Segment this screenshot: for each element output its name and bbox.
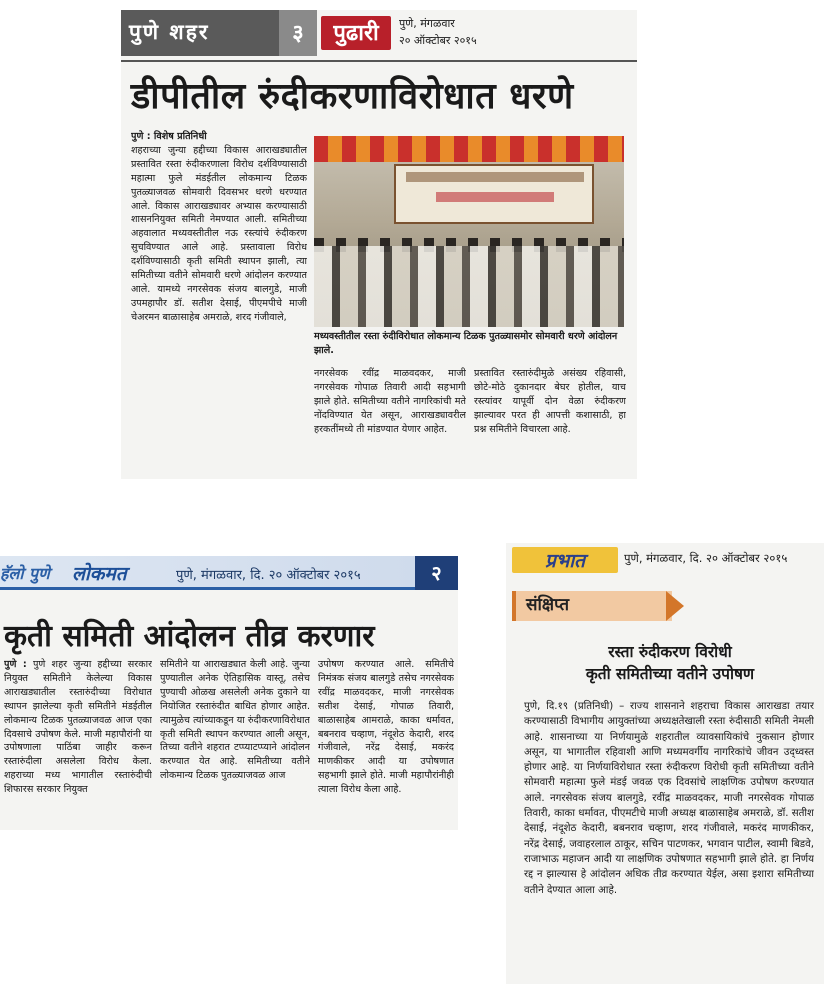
pudhari-section-title: पुणे शहर: [129, 20, 210, 44]
lokmat-clipping: [0, 556, 458, 830]
prabhat-body: पुणे, दि.१९ (प्रतिनिधी) – राज्य शासनाने शहराचा विकास आराखडा तयार करण्यासाठी विभागीय आयुक्तांच्या अध्यक्षतेखाली रस्ता रुंदीसाठी समिती नेमली आहे. शासनाच्या या निर्णयामुळे शहरातील व्यावसायिकांचे नुकसान होणार असून, या भागातील रहिवाशी आणि मध्यमवर्गीय नागरिकांचे जीवन उद्ध्वस्त होणार आहे. या निर्णयाविरोधात रस्ता रुंदीकरण विरोधी कृती समितीच्या वतीने सोमवारी महात्मा फुले मंडई जवळ एक दिवसांचे लाक्षणिक उपोषण करण्यात आले. नगरसेवक संजय बालगुडे, रवींद्र माळवदकर, माजी नगरसेवक गोपाळ तिवारी, काका धर्मावत, पीएमटीचे माजी अध्यक्ष बाळासाहेब अमराळे, डॉ. सतीश देसाई, नंदूशेठ केदारी, बबनराव चव्हाण, शरद गंजीवाले, मकरंद माणकीकर, नरेंद्र देसाई, जवाहरलाल ठाकूर, सचिन पाटणकर, भगवान पाटील, स्वामी बिडवे, राजाभाऊ महाजन आदी या लाक्षणिक उपोषणात सहभागी झाले होते. हा निर्णय रद्द न झाल्यास हे आंदोलन अधिक तीव्र करण्यात येईल, असा इशारा समितीच्या वतीने देण्यात आला आहे.: [524, 701, 814, 896]
prabhat-section-band: [512, 591, 672, 621]
lokmat-column-3: उपोषण करण्यात आले. समितीचे निमंत्रक संजय बालगुडे तसेच नगरसेवक रवींद्र माळवदकर, माजी नगरसेवक सतीश देसाई, गोपाळ तिवारी, बाळासाहेब आमराळे, काका धर्मावत, बबनराव चव्हाण, नंदूशेठ केदारी, शरद गंजीवाले, नरेंद्र देसाई, मकरंद माणकीकर आदी या उपोषणात सहभागी झाले होते. माजी महापौरांनीही त्याला विरोध केला आहे.: [318, 659, 454, 796]
lokmat-column-1: [4, 658, 152, 828]
pudhari-column-1: [131, 130, 307, 475]
lokmat-page-number: २: [415, 556, 458, 590]
protest-banner: [394, 164, 594, 224]
pudhari-column-2: नगरसेवक रवींद्र माळवदकर, माजी नगरसेवक गोपाळ तिवारी आदी सहभागी झाले होते. समितीच्या वतीने नागरिकांची मते नोंदविण्यात येत असून, आराखड्यावरील हरकतींमध्ये ती मांडण्यात येणार आहेत.: [314, 368, 466, 435]
prabhat-section-label: संक्षिप्त: [526, 595, 570, 615]
prabhat-clipping: [506, 543, 824, 984]
photo-caption: मध्यवस्तीतील रस्ता रुंदीविरोधात लोकमान्य टिळक पुतळ्यासमोर सोमवारी धरणे आंदोलन झाले.: [314, 331, 618, 357]
pudhari-dateline-date: २० ऑक्टोबर २०१५: [399, 33, 477, 47]
prabhat-headline-line-1: रस्ता रुंदीकरण विरोधी: [608, 643, 732, 661]
prabhat-headline-line-2: कृती समितीच्या वतीने उपोषण: [585, 665, 755, 684]
prabhat-logo: प्रभात: [512, 547, 618, 573]
lokmat-header-band: [0, 556, 415, 590]
pudhari-dateline: [399, 16, 477, 49]
pudhari-divider: [121, 60, 637, 62]
pudhari-logo: पुढारी: [321, 16, 391, 50]
prabhat-dateline: पुणे, मंगळवार, दि. २० ऑक्टोबर २०१५: [624, 551, 788, 565]
protest-crowd: [314, 246, 624, 327]
lokmat-logo: लोकमत: [72, 563, 127, 585]
pudhari-page-number: ३: [279, 10, 317, 56]
lokmat-headline: कृती समिती आंदोलन तीव्र करणार: [4, 619, 375, 654]
lokmat-column-1-text: पुणे शहर जुन्या हद्दीच्या सरकार नियुक्त समितीने केलेल्या विकास आराखड्यातील रस्तारुंदीच्या विरोधात स्थापन झालेल्या कृती समितीने मंडईतील लोकमान्य टिळक पुतळ्याजवळ आज एका दिवसाचे उपोषण केले. माजी महापौरांनी या उपोषणाला पाठिंबा जाहीर करून रस्तारुंदीला असलेला विरोध केला. शहराच्या मध्य भागातील रस्तारुंदीची शिफारस सरकार नियुक्त: [4, 659, 152, 796]
pudhari-dateline-city: पुणे, मंगळवार: [399, 17, 455, 30]
lokmat-column-2: समितीने या आराखड्यात केली आहे. जुन्या पुण्यातील अनेक ऐतिहासिक वास्तू, तसेच पुण्याची ओळख असलेली अनेक दुकाने या नियोजित रस्तारुंदीत बाधित होणार आहेत. त्यामुळेच त्यांच्याकडून या रुंदीकरणाविरोधात कृती समिती स्थापन करण्यात आली असून, तिच्या वतीने शहरात टप्प्याटप्प्याने आंदोलन करण्यात येत आहे. समितीच्या वतीने लोकमान्य टिळक पुतळ्याजवळ आज: [160, 659, 310, 782]
pudhari-headline: डीपीतील रुंदीकरणाविरोधात धरणे: [131, 76, 574, 117]
lokmat-dateline-lead: पुणे :: [4, 659, 27, 670]
prabhat-headline: [530, 641, 810, 686]
lokmat-hello-pune: हॅलो पुणे: [0, 564, 50, 583]
pudhari-column-3: प्रस्तावित रस्तारुंदीमुळे असंख्य रहिवासी, छोटे-मोठे दुकानदार बेघर होतील, याच रस्त्यांवर यापूर्वी दोन वेळा रुंदीकरण झाल्यावर परत ही आपत्ती कशासाठी, हा प्रश्न समितीने विचारला आहे.: [474, 368, 626, 435]
pudhari-column-1-text: शहराच्या जुन्या हद्दीच्या विकास आराखड्यातील प्रस्तावित रस्ता रुंदीकरणाला विरोध दर्शविण्यासाठी महात्मा फुले मंडईतील लोकमान्य टिळक पुतळ्याजवळ सोमवारी दिवसभर धरणे धरण्यात आले. विकास आराखड्यावर अभ्यास करण्यासाठी शासननियुक्त समिती नेमण्यात आली. समितीच्या अहवालात मध्यवस्तीतील नऊ रस्त्यांचे रुंदीकरण सुचविण्यात आले आहे. प्रस्तावाला विरोध दर्शविण्यासाठी कृती समिती स्थापन झाली, त्या समितीच्या वतीने सोमवारी धरणे आंदोलन करण्यात आले. यामध्ये नगरसेवक संजय बालगुडे, माजी उपमहापौर डॉ. सतीश देसाई, पीएमपीचे माजी चेअरमन बाळासाहेब अमराळे, शरद गंजीवाले,: [131, 144, 307, 323]
lokmat-dateline: पुणे, मंगळवार, दि. २० ऑक्टोबर २०१५: [176, 568, 361, 583]
protest-photo: [314, 136, 624, 327]
pudhari-section-band: [121, 10, 279, 56]
prabhat-flag-shape: [666, 591, 684, 621]
pudhari-byline: पुणे : विशेष प्रतिनिधी: [131, 131, 207, 142]
pudhari-clipping: [121, 10, 637, 479]
